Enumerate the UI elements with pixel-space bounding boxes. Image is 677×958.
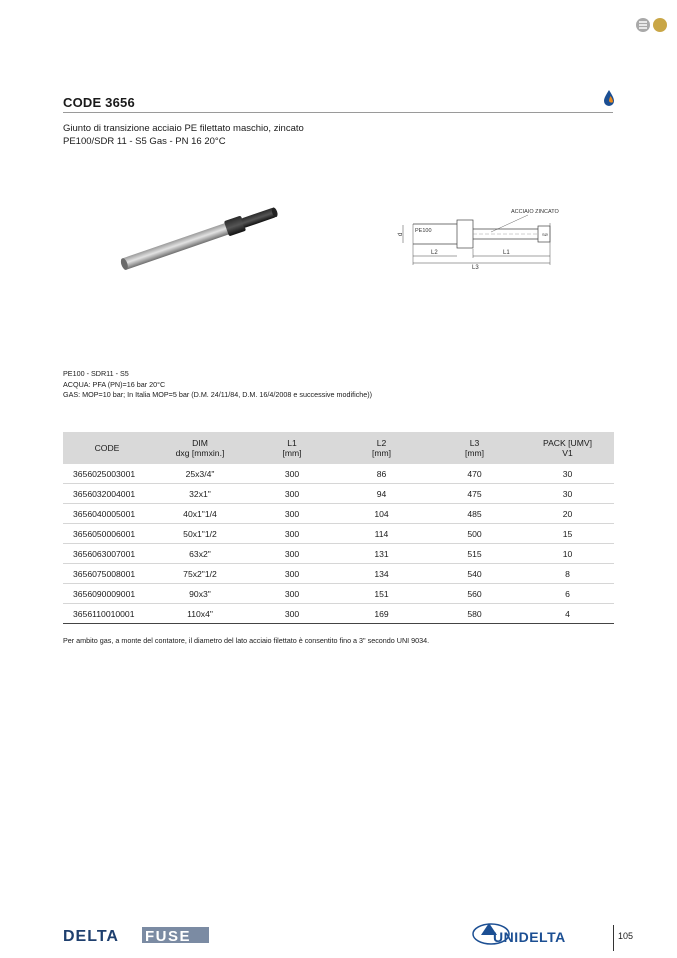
header-l3: L3 [mm] (428, 432, 521, 464)
cell-l1: 300 (249, 524, 335, 544)
cell-code: 3656050006001 (63, 524, 151, 544)
cell-pack: 30 (521, 484, 614, 504)
deltafuse-logo (63, 926, 210, 944)
table-row (63, 484, 614, 504)
cell-pack: 15 (521, 524, 614, 544)
cell-code: 3656040005001 (63, 504, 151, 524)
cell-pack: 6 (521, 584, 614, 604)
cell-pack: 10 (521, 544, 614, 564)
cell-l2: 131 (335, 544, 428, 564)
cell-l1: 300 (249, 544, 335, 564)
cell-code: 3656063007001 (63, 544, 151, 564)
drawing-label-acciaio: ACCIAIO ZINCATO (511, 209, 559, 215)
cell-l2: 86 (335, 464, 428, 484)
cell-dim: 75x2"1/2 (151, 564, 249, 584)
svg-text:UNIDELTA: UNIDELTA (493, 929, 566, 945)
technical-drawing (393, 205, 568, 275)
cell-code: 3656090009001 (63, 584, 151, 604)
cell-pack: 4 (521, 604, 614, 624)
cell-dim: 110x4" (151, 604, 249, 624)
table-row (63, 464, 614, 484)
cell-l2: 114 (335, 524, 428, 544)
unidelta-logo (467, 917, 612, 951)
cell-pack: 30 (521, 464, 614, 484)
page-title: CODE 3656 (63, 95, 135, 110)
cell-dim: 50x1"1/2 (151, 524, 249, 544)
cell-l1: 300 (249, 604, 335, 624)
cell-code: 3656075008001 (63, 564, 151, 584)
cell-code: 3656032004001 (63, 484, 151, 504)
spec-line: GAS: MOP=10 bar; In Italia MOP=5 bar (D.M. 24/11/84, D.M. 16/4/2008 e successive modifiche)) (63, 390, 373, 399)
cell-l3: 515 (428, 544, 521, 564)
drawing-label-l3: L3 (472, 265, 479, 271)
table-row (63, 544, 614, 564)
cell-l1: 300 (249, 584, 335, 604)
gold-dot-icon (653, 18, 667, 32)
cell-l2: 134 (335, 564, 428, 584)
spec-line: PE100 - SDR11 - S5 (63, 369, 129, 378)
header-pack: PACK [UMV] V1 (521, 432, 614, 464)
cell-l2: 104 (335, 504, 428, 524)
drawing-label-l1: L1 (503, 250, 510, 256)
specs-block (63, 369, 372, 401)
header-dim: DIM dxg [mmxin.] (151, 432, 249, 464)
product-photo (110, 198, 290, 278)
product-table (63, 432, 614, 624)
header-l1: L1 [mm] (249, 432, 335, 464)
cell-l1: 300 (249, 564, 335, 584)
table-row (63, 604, 614, 624)
cell-code: 3656110010001 (63, 604, 151, 624)
svg-text:DELTA: DELTA (63, 928, 119, 944)
cell-l3: 540 (428, 564, 521, 584)
drawing-label-d: d (398, 232, 404, 236)
cell-pack: 20 (521, 504, 614, 524)
drawing-label-small: SØ (542, 232, 548, 237)
cell-l2: 169 (335, 604, 428, 624)
table-row (63, 564, 614, 584)
cell-l1: 300 (249, 484, 335, 504)
spec-line: ACQUA: PFA (PN)=16 bar 20°C (63, 379, 166, 389)
page-number-divider (613, 925, 614, 951)
page-number: 105 (618, 931, 634, 941)
table-row (63, 524, 614, 544)
cell-l3: 580 (428, 604, 521, 624)
cell-code: 3656025003001 (63, 464, 151, 484)
cell-dim: 90x3" (151, 584, 249, 604)
svg-text:FUSE: FUSE (145, 928, 192, 944)
footnote: Per ambito gas, a monte del contatore, il diametro del lato acciaio filettato è consentito fino a 3" secondo UNI 9034. (63, 636, 430, 645)
water-gas-drop-icon (602, 89, 616, 107)
cell-l1: 300 (249, 464, 335, 484)
header-code: CODE (63, 432, 151, 464)
cell-l2: 94 (335, 484, 428, 504)
section-dots (636, 18, 672, 34)
cell-dim: 32x1" (151, 484, 249, 504)
table-row (63, 584, 614, 604)
header-l2: L2 [mm] (335, 432, 428, 464)
cell-l3: 475 (428, 484, 521, 504)
table-row (63, 504, 614, 524)
drawing-label-pe: PE100 (415, 228, 432, 234)
table-header-row (63, 432, 614, 464)
cell-l3: 485 (428, 504, 521, 524)
cell-l2: 151 (335, 584, 428, 604)
cell-l3: 470 (428, 464, 521, 484)
cell-dim: 40x1"1/4 (151, 504, 249, 524)
product-description: Giunto di transizione acciaio PE filettato maschio, zincato (63, 123, 304, 134)
grid-icon (636, 18, 650, 32)
cell-pack: 8 (521, 564, 614, 584)
cell-dim: 25x3/4" (151, 464, 249, 484)
drawing-label-l2: L2 (431, 250, 438, 256)
product-spec-line: PE100/SDR 11 - S5 Gas - PN 16 20°C (63, 136, 226, 147)
cell-l3: 560 (428, 584, 521, 604)
title-divider (63, 112, 613, 113)
cell-l3: 500 (428, 524, 521, 544)
cell-dim: 63x2" (151, 544, 249, 564)
cell-l1: 300 (249, 504, 335, 524)
